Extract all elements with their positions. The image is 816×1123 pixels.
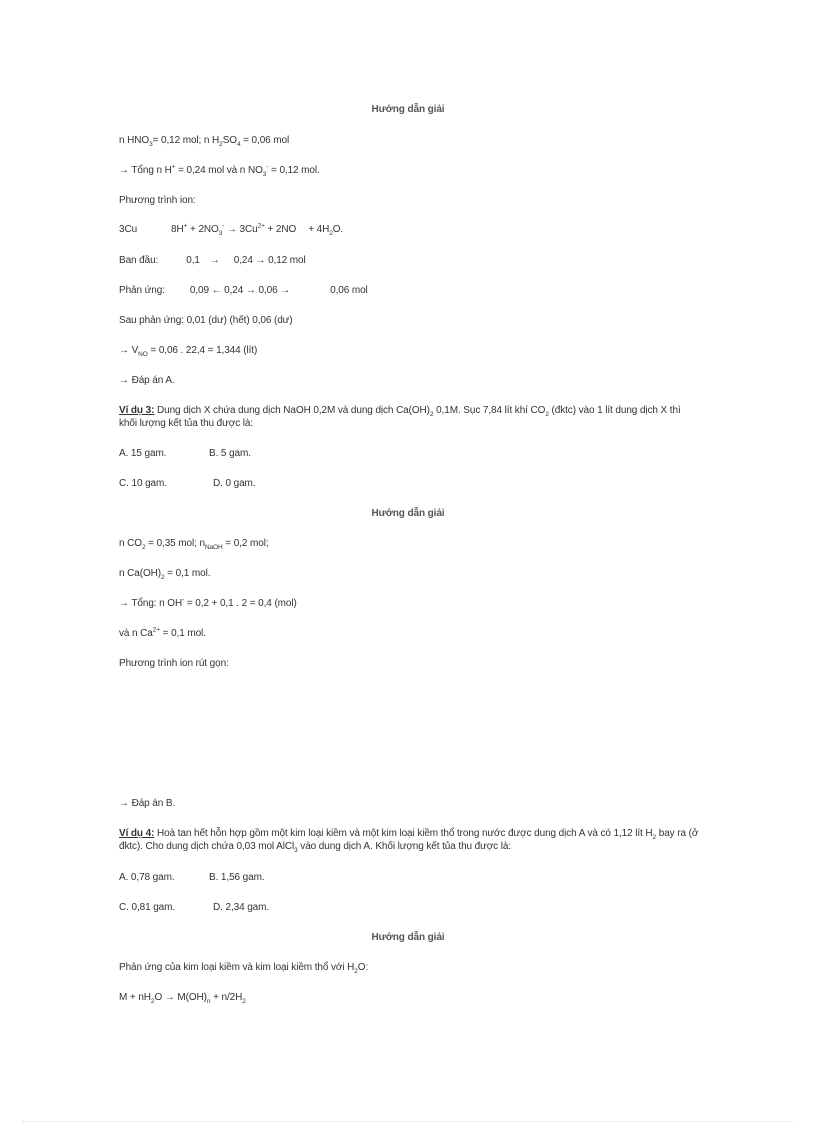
ca-ion-line: và n $Ca^{2+} = 0,1$ mol. [119, 626, 206, 639]
reduced-equation-title: Phương trình ion rút gọn: [119, 658, 229, 669]
options-row-2 [119, 478, 255, 490]
option-a: A. 15 gam. [119, 448, 167, 459]
options-row-1 [119, 872, 265, 884]
page-bottom-divider [22, 1121, 794, 1122]
reaction-description: Phản ứng của kim loại kiềm và kim loại kiềm thổ với $H_2O$: [119, 962, 369, 975]
total-ions-line: → Tổng n H+ = 0,24 mol và n $NO_3^- = 0,12$ mol. [119, 163, 320, 178]
section-heading: Hướng dẫn giải [371, 508, 445, 519]
option-d: D. 0 gam. [213, 478, 256, 489]
moles-line: n $CO_2 = 0,35$ mol; $n_{NaOH} = 0,2$ mol; [119, 538, 269, 551]
answer-line: → Đáp án B. [119, 798, 176, 809]
option-b: B. 1,56 gam. [209, 872, 265, 883]
after-reaction-row: Sau phản ứng: 0,01 (dư) (hết) 0,06 (dư) [119, 315, 293, 326]
metal-water-equation: $M + nH_2O \to M(OH)_n + n/2H_2$ [119, 992, 246, 1005]
answer-line: → Đáp án A. [119, 375, 175, 386]
caoh2-line: n $Ca(OH)_2 = 0,1$ mol. [119, 568, 211, 581]
ion-equation-title: Phương trình ion: [119, 195, 196, 206]
option-d: D. 2,34 gam. [213, 902, 270, 913]
initial-row: Ban đầu: 0,1 → 0,24 → 0,12 mol [119, 255, 306, 266]
total-oh-line: → Tổng: n OH- = 0,2 + 0,1 . 2 = 0,4 (mol) [119, 596, 297, 609]
volume-line: → $V_{NO} = 0,06$ . 22,4 = 1,344 (lít) [119, 345, 258, 358]
moles-line: n $HNO_3= 0,12$ mol; n $H_2SO_4 = 0,06$ mol [119, 135, 290, 148]
section-heading: Hướng dẫn giải [371, 932, 445, 943]
example-4-question: Ví dụ 4: Hoà tan hết hỗn hợp gồm một kim loại kiềm và một kim loại kiềm thổ trong nước được dung dịch A và có 1,12 lít $H_2$ bay ra (ở đktc). Cho dung dịch chứa 0,03 mol AlCl$_3$ vào dung dịch A. Khối lượng kết tủa thu được là: [119, 828, 699, 854]
option-b: B. 5 gam. [209, 448, 251, 459]
ion-equation: 3Cu $8H^+ + 2NO_3^- \to 3Cu^{2+} + 2NO + 4H_2O$. [119, 222, 344, 237]
option-c: C. 10 gam. [119, 478, 167, 489]
option-a: A. 0,78 gam. [119, 872, 175, 883]
option-c: C. 0,81 gam. [119, 902, 176, 913]
section-heading: Hướng dẫn giải [371, 104, 445, 115]
reaction-row: Phản ứng: 0,09 ← 0,24 → 0,06 → 0,06 mol [119, 285, 368, 296]
example-3-question: Ví dụ 3: Dung dịch X chứa dung dịch NaOH 0,2M và dung dịch $Ca(OH)_2$ 0,1M. Sục 7,84 lít khí $CO_2$ (đktc) vào 1 lít dung dịch X thì khối lượng kết tủa thu được là: [119, 405, 681, 429]
options-row-1 [119, 448, 251, 460]
options-row-2 [119, 902, 269, 914]
